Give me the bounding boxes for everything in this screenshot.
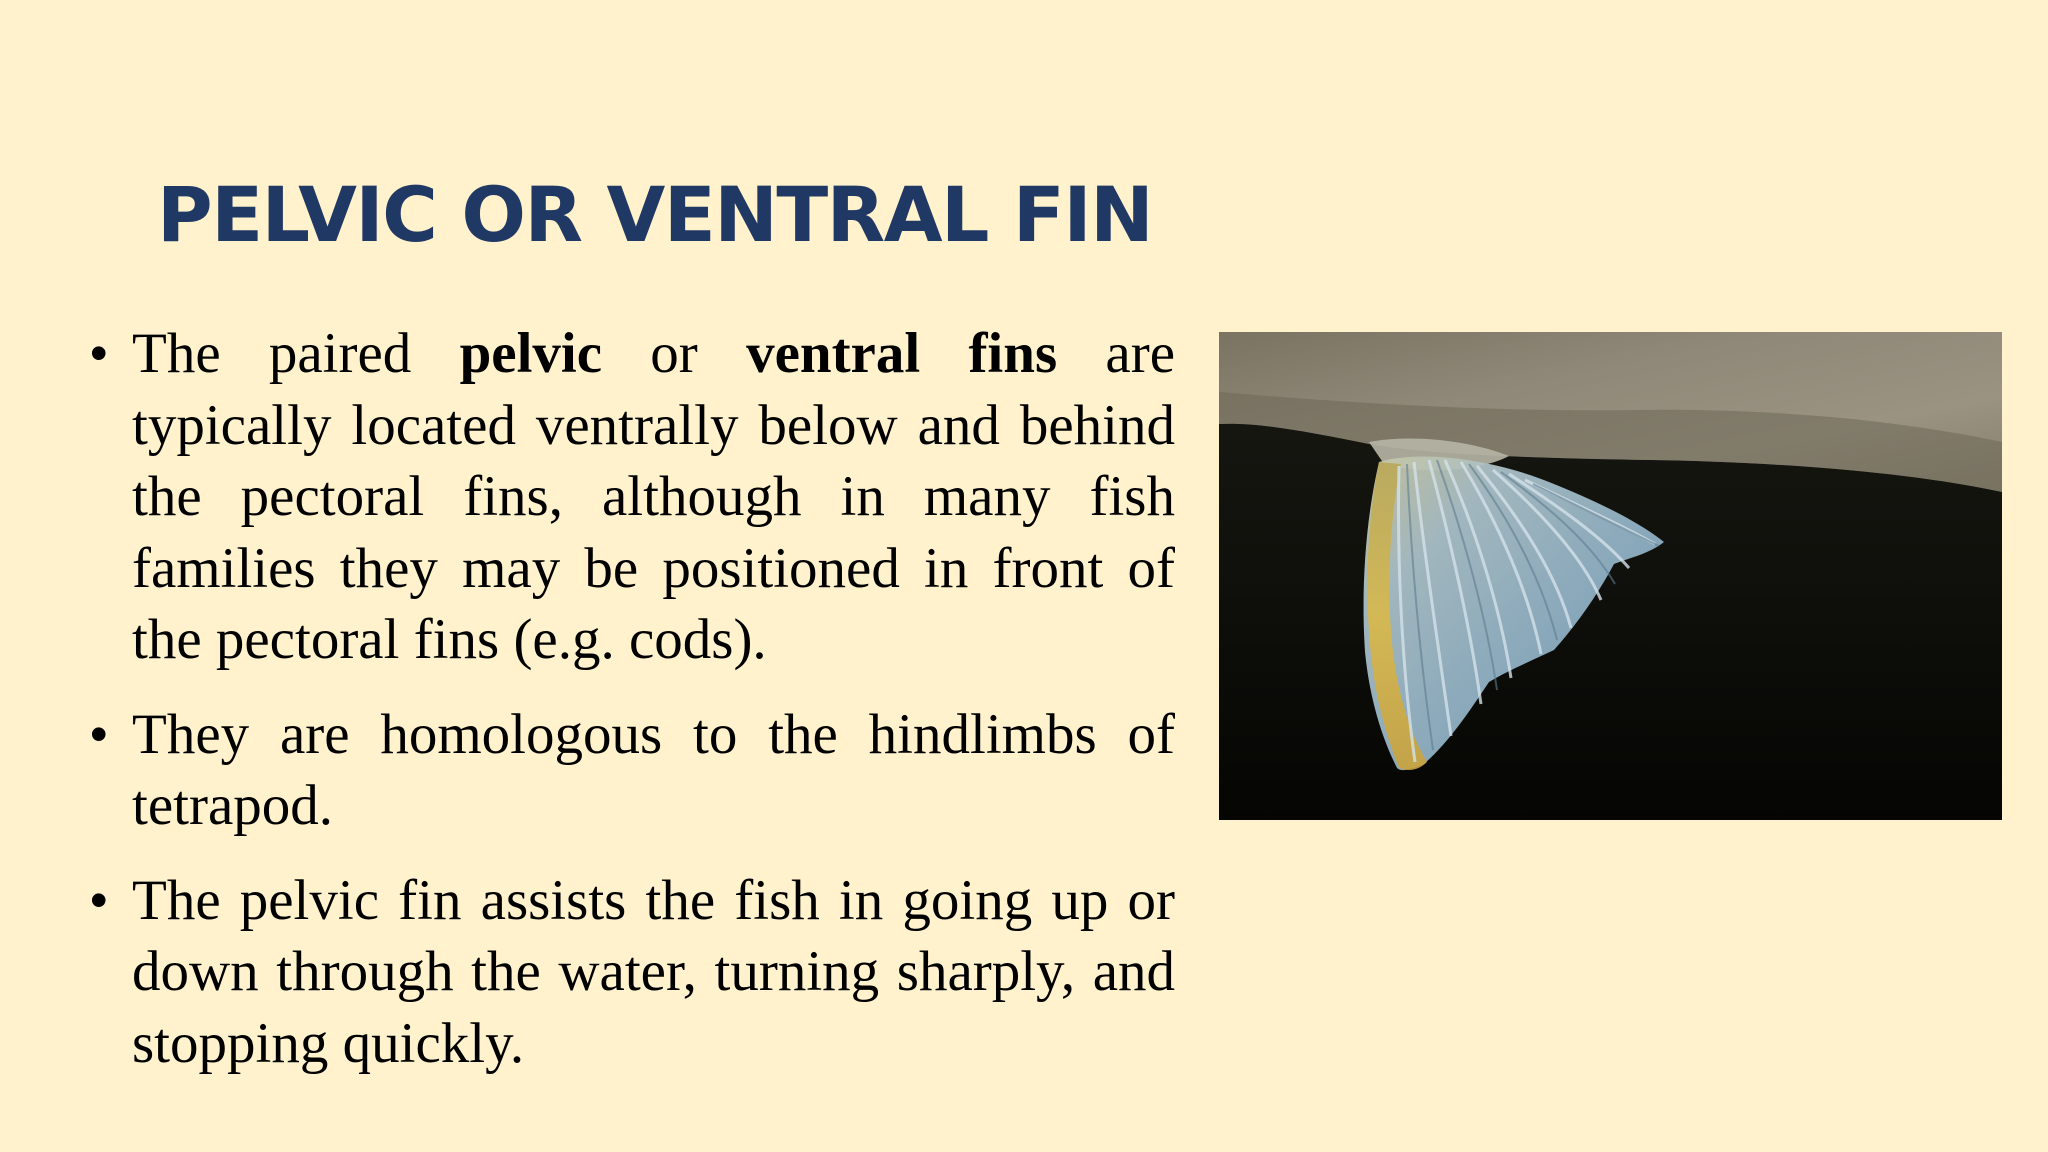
text-run: They are homologous to the hindlimbs of tetrapod. (132, 702, 1175, 837)
text-run: The pelvic fin assists the fish in going up or down through the water, turning sharply, and stopping quickly. (132, 868, 1175, 1075)
text-run: are typically located ventrally below and behind the pectoral fins, although in many fish families they may be positioned in front of the pectoral fins (e.g. cods). (132, 322, 1175, 671)
bullet-dot-icon: • (90, 325, 108, 381)
bullet-text (132, 865, 1175, 1080)
bullet-item (90, 699, 1175, 842)
bold-term-ventral-fins: ventral fins (746, 322, 1058, 385)
bullet-list (90, 318, 1175, 1102)
text-run: or (602, 322, 747, 385)
bullet-item (90, 318, 1175, 676)
text-run: The paired (132, 322, 460, 385)
bullet-text (132, 699, 1175, 842)
pelvic-fin-photo (1219, 332, 2002, 820)
bold-term-pelvic: pelvic (459, 322, 603, 385)
slide-title: PELVIC OR VENTRAL FIN (157, 170, 1153, 259)
bullet-dot-icon: • (90, 705, 108, 762)
bullet-text (132, 318, 1175, 676)
bullet-item (90, 865, 1175, 1080)
bullet-dot-icon: • (90, 871, 108, 928)
